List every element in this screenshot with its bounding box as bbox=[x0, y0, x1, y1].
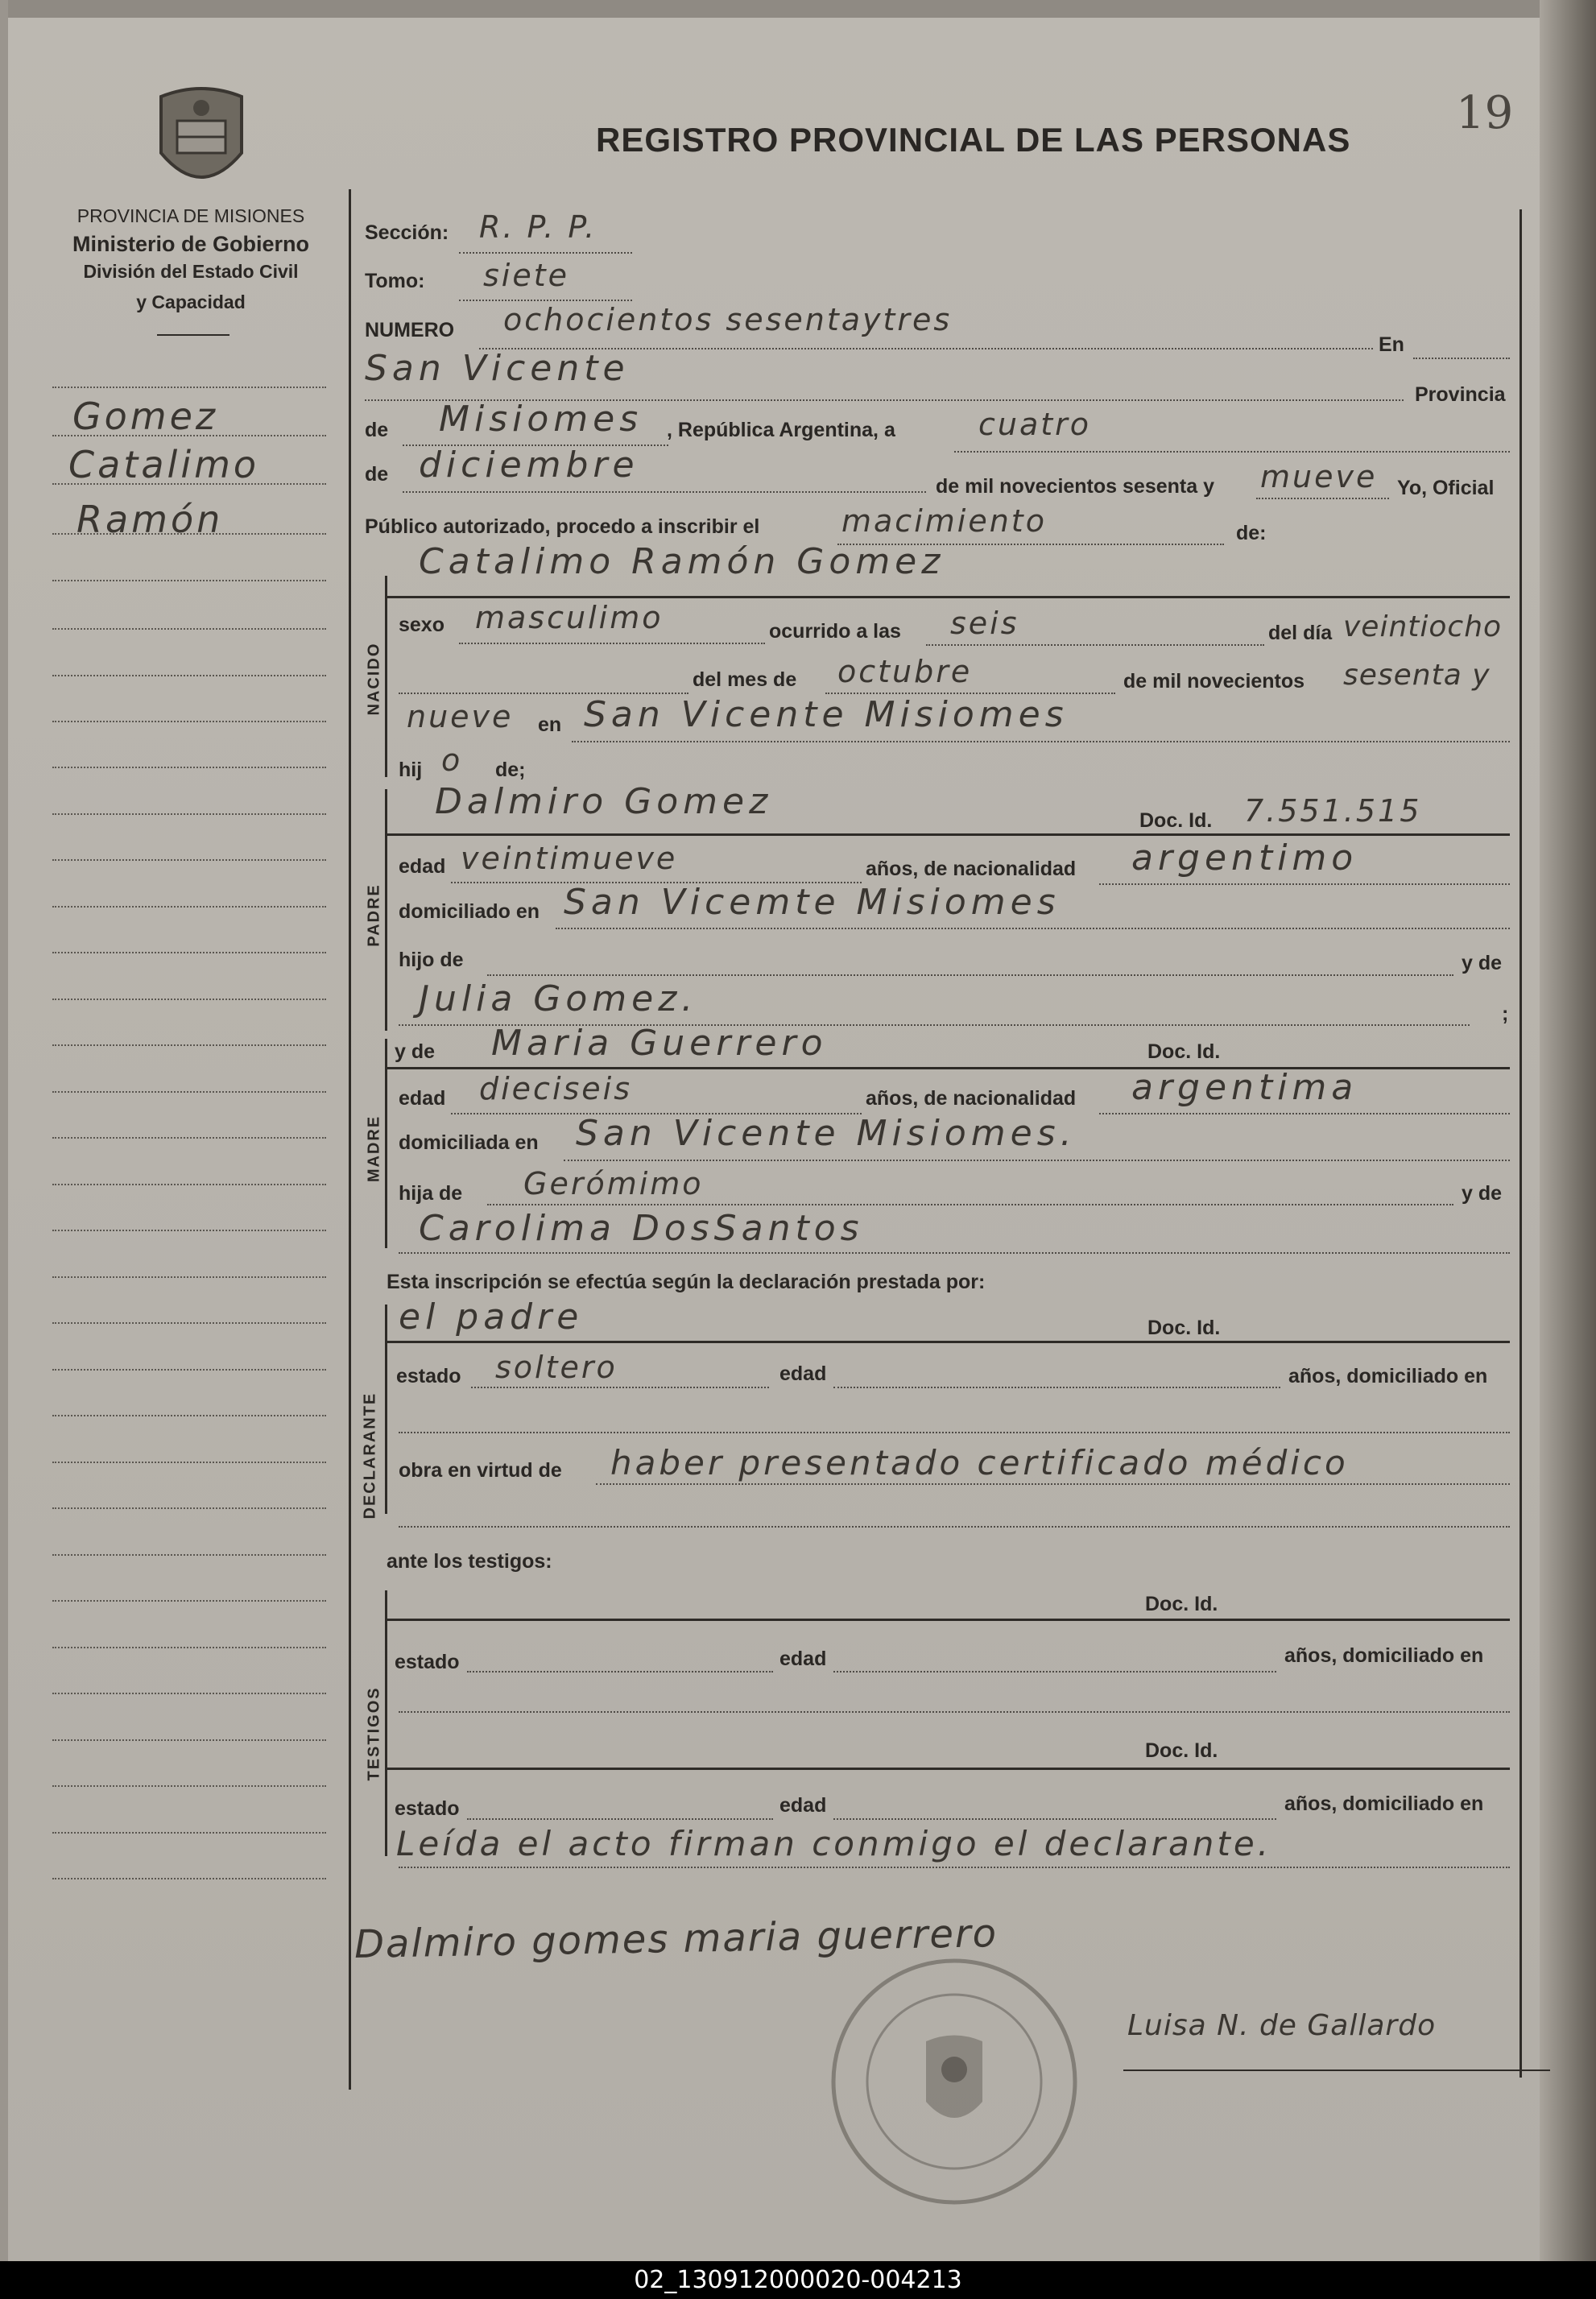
label-madre-nac: años, de nacionalidad bbox=[866, 1087, 1077, 1110]
line-anio bbox=[1256, 498, 1389, 499]
sidebar-surname: Gomez bbox=[72, 395, 219, 438]
line-lugar-nac bbox=[572, 741, 1510, 742]
sidebar-ruled-line bbox=[52, 1137, 326, 1139]
section-bar-testigos bbox=[385, 1590, 387, 1856]
sidebar-ruled-line bbox=[52, 1878, 326, 1879]
label-de-mil-nov: de mil novecientos bbox=[1123, 670, 1305, 693]
label-en: En bbox=[1379, 333, 1404, 356]
value-anio-nac2: nueve bbox=[407, 699, 514, 734]
value-declarante: el padre bbox=[399, 1296, 584, 1338]
label-yo-oficial: Yo, Oficial bbox=[1397, 477, 1495, 499]
line-obra-2 bbox=[399, 1526, 1510, 1528]
sidebar-ruled-line bbox=[52, 435, 326, 436]
sidebar-ruled-line bbox=[52, 999, 326, 1000]
margin-line bbox=[349, 189, 351, 2090]
label-madre-domicilio: domiciliada en bbox=[399, 1131, 539, 1154]
line-declarante bbox=[387, 1341, 1510, 1343]
label-de-mil: de mil novecientos sesenta y bbox=[936, 475, 1214, 498]
sidebar-ruled-line bbox=[52, 387, 326, 388]
line-seccion bbox=[459, 252, 632, 254]
page-right-edge bbox=[1540, 0, 1596, 2261]
label-provincia: Provincia bbox=[1415, 383, 1506, 406]
line-madre-madre bbox=[399, 1252, 1510, 1254]
label-testigo1-domic: años, domiciliado en bbox=[1284, 1644, 1484, 1667]
sidebar-ruled-line bbox=[52, 675, 326, 676]
sidebar-ruled-line bbox=[52, 533, 326, 535]
value-dia-nac: veintiocho bbox=[1343, 610, 1503, 643]
sidebar-ruled-line bbox=[52, 580, 326, 581]
section-bar-nacido bbox=[385, 576, 387, 777]
sidebar-ruled-line bbox=[52, 1091, 326, 1093]
right-border bbox=[1520, 209, 1522, 2078]
value-anio-nac1: sesenta y bbox=[1343, 659, 1491, 692]
label-de-prov: de bbox=[365, 419, 389, 441]
line-hora bbox=[926, 644, 1264, 646]
label-en-lugar: en bbox=[538, 713, 562, 736]
value-padre-madre: Julia Gomez. bbox=[419, 978, 698, 1019]
label-madre-edad: edad bbox=[399, 1087, 446, 1110]
page-top-edge bbox=[0, 0, 1596, 18]
org-underline bbox=[157, 334, 229, 336]
line-testigo2-estado bbox=[467, 1818, 773, 1820]
value-madre-nombre: Maria Guerrero bbox=[491, 1023, 828, 1064]
value-madre-madre: Carolima DosSantos bbox=[419, 1208, 864, 1249]
label-hijo-de: hijo de bbox=[399, 949, 464, 971]
value-tomo: siete bbox=[483, 258, 570, 293]
label-testigo2-domic: años, domiciliado en bbox=[1284, 1792, 1484, 1815]
line-tomo bbox=[459, 300, 632, 301]
sidebar-ruled-line bbox=[52, 1322, 326, 1324]
page-number: 19 bbox=[1456, 87, 1514, 139]
sidebar-ruled-line bbox=[52, 721, 326, 722]
signature-line bbox=[1123, 2070, 1550, 2071]
sidebar-ruled-line bbox=[52, 1415, 326, 1416]
section-bar-declarante bbox=[385, 1305, 387, 1514]
label-padre-domicilio: domiciliado en bbox=[399, 900, 540, 923]
label-del-dia: del día bbox=[1268, 622, 1333, 644]
org-province: PROVINCIA DE MISIONES bbox=[76, 205, 305, 226]
label-madre-doc: Doc. Id. bbox=[1147, 1040, 1221, 1063]
signature-oficial: Luisa N. de Gallardo bbox=[1127, 2009, 1437, 2042]
page-left-edge bbox=[0, 0, 8, 2261]
sidebar-ruled-line bbox=[52, 906, 326, 908]
label-esta-inscripcion: Esta inscripción se efectúa según la declaración prestada por: bbox=[387, 1271, 986, 1293]
label-declarante-estado: estado bbox=[396, 1365, 461, 1387]
sidebar-ruled-line bbox=[52, 1693, 326, 1694]
section-label-nacido: NACIDO bbox=[365, 642, 383, 716]
value-padre-nac: argentimo bbox=[1131, 837, 1358, 879]
sidebar-ruled-line bbox=[52, 1507, 326, 1509]
signature-declarante: Dalmiro gomes maria guerrero bbox=[354, 1911, 999, 1967]
label-testigo2-doc: Doc. Id. bbox=[1145, 1739, 1218, 1762]
coat-of-arms-icon bbox=[145, 81, 258, 201]
label-testigo1-estado: estado bbox=[395, 1651, 460, 1673]
label-sexo: sexo bbox=[399, 614, 444, 636]
sidebar-ruled-line bbox=[52, 1230, 326, 1231]
line-cierre bbox=[399, 1867, 1510, 1868]
line-testigo1-estado bbox=[467, 1671, 773, 1673]
line-hijo-de bbox=[487, 974, 1453, 976]
label-testigo2-edad: edad bbox=[779, 1794, 827, 1817]
value-padre-domicilio: San Vicemte Misiomes bbox=[564, 882, 1061, 923]
value-padre-doc: 7.551.515 bbox=[1244, 793, 1422, 829]
value-madre-edad: dieciseis bbox=[479, 1071, 633, 1106]
value-numero: ochocientos sesentaytres bbox=[503, 302, 953, 337]
label-numero: NUMERO bbox=[365, 319, 455, 341]
value-sexo: masculimo bbox=[475, 600, 664, 635]
sidebar-ruled-line bbox=[52, 1462, 326, 1463]
line-dia bbox=[954, 451, 1510, 453]
org-capacity: y Capacidad bbox=[136, 292, 246, 312]
section-label-madre: MADRE bbox=[365, 1114, 383, 1183]
label-declarante-domic: años, domiciliado en bbox=[1288, 1365, 1488, 1387]
label-del-mes: del mes de bbox=[693, 668, 797, 691]
sidebar-ruled-line bbox=[52, 767, 326, 768]
line-madre-nac bbox=[1099, 1113, 1510, 1114]
line-padre-nombre bbox=[387, 833, 1510, 836]
label-semicolon: ; bbox=[1502, 1003, 1509, 1025]
value-nombre: Catalimo Ramón Gomez bbox=[419, 541, 945, 582]
label-tomo: Tomo: bbox=[365, 270, 425, 292]
label-padre-y-de: y de bbox=[1462, 952, 1503, 974]
sidebar-ruled-line bbox=[52, 1276, 326, 1278]
value-dia: cuatro bbox=[978, 407, 1092, 442]
value-madre-nac: argentima bbox=[1131, 1067, 1358, 1108]
value-declarante-estado: soltero bbox=[495, 1350, 618, 1385]
value-lugar: San Vicente bbox=[365, 348, 630, 389]
line-madre-domicilio bbox=[564, 1160, 1510, 1161]
sidebar-given1: Catalimo bbox=[68, 443, 260, 486]
org-division: División del Estado Civil bbox=[83, 261, 299, 282]
sidebar-given2: Ramón bbox=[76, 498, 224, 541]
page-title: REGISTRO PROVINCIAL DE LAS PERSONAS bbox=[596, 121, 1351, 159]
line-obra bbox=[596, 1483, 1510, 1485]
label-republica: , República Argentina, a bbox=[667, 419, 895, 441]
value-provincia: Misiomes bbox=[439, 399, 643, 440]
label-padre-doc: Doc. Id. bbox=[1139, 809, 1213, 832]
label-y-de-madre: y de bbox=[395, 1040, 436, 1063]
label-de-semi: de; bbox=[495, 759, 526, 781]
sidebar-ruled-line bbox=[52, 1554, 326, 1556]
line-testigo2-edad bbox=[833, 1818, 1276, 1820]
sidebar-ruled-line bbox=[52, 1044, 326, 1046]
section-bar-madre bbox=[385, 1039, 387, 1248]
section-label-testigos: TESTIGOS bbox=[365, 1686, 383, 1781]
value-anio: mueve bbox=[1260, 459, 1378, 494]
line-padre-nac bbox=[1099, 883, 1510, 885]
line-en bbox=[1413, 358, 1510, 359]
value-acto: macimiento bbox=[841, 503, 1047, 539]
label-obra: obra en virtud de bbox=[399, 1459, 562, 1482]
line-declarante-estado bbox=[471, 1387, 769, 1388]
value-lugar-nac: San Vicente Misiomes bbox=[584, 694, 1069, 735]
label-de-mes: de bbox=[365, 463, 389, 486]
label-padre-nac: años, de nacionalidad bbox=[866, 858, 1077, 880]
label-padre-edad: edad bbox=[399, 855, 446, 878]
label-testigo1-edad: edad bbox=[779, 1648, 827, 1670]
sidebar-ruled-line bbox=[52, 1785, 326, 1787]
value-madre-padre: Gerómimo bbox=[523, 1166, 704, 1201]
line-nombre bbox=[387, 596, 1510, 598]
sidebar-ruled-line bbox=[52, 1369, 326, 1371]
sidebar-ruled-line bbox=[52, 952, 326, 953]
value-mes: diciembre bbox=[419, 445, 639, 486]
sidebar-ruled-line bbox=[52, 1184, 326, 1185]
sidebar-ruled-line bbox=[52, 859, 326, 861]
sidebar-ruled-line bbox=[52, 1739, 326, 1741]
label-testigo1-doc: Doc. Id. bbox=[1145, 1593, 1218, 1615]
line-declarante-domic bbox=[399, 1432, 1510, 1433]
section-label-padre: PADRE bbox=[365, 883, 383, 947]
value-hij-suffix: o bbox=[441, 742, 463, 778]
image-identifier: 02_130912000020-004213 bbox=[0, 2261, 1596, 2299]
line-padre-domicilio bbox=[556, 928, 1510, 929]
label-declarante-doc: Doc. Id. bbox=[1147, 1317, 1221, 1339]
line-testigo2 bbox=[387, 1768, 1510, 1770]
sidebar-ruled-line bbox=[52, 1647, 326, 1648]
value-hora: seis bbox=[950, 606, 1019, 641]
label-publico: Público autorizado, procedo a inscribir el bbox=[365, 515, 760, 538]
line-mes bbox=[403, 491, 926, 493]
value-cierre: Leída el acto firman conmigo el declarante. bbox=[396, 1824, 1272, 1863]
label-declarante-edad: edad bbox=[779, 1362, 827, 1385]
line-declarante-edad bbox=[833, 1387, 1280, 1388]
label-hij: hij bbox=[399, 759, 423, 781]
line-testigo1-edad bbox=[833, 1671, 1276, 1673]
section-label-declarante: DECLARANTE bbox=[361, 1391, 379, 1520]
official-stamp-icon bbox=[817, 1949, 1091, 2214]
sidebar-ruled-line bbox=[52, 813, 326, 815]
line-sexo bbox=[459, 643, 765, 644]
sidebar-ruled-line bbox=[52, 1832, 326, 1834]
line-testigo1 bbox=[387, 1619, 1510, 1621]
org-ministry: Ministerio de Gobierno bbox=[72, 232, 310, 256]
label-de-colon: de: bbox=[1236, 522, 1267, 544]
value-padre-nombre: Dalmiro Gomez bbox=[435, 781, 773, 822]
value-padre-edad: veintimueve bbox=[461, 841, 678, 876]
value-mes-nac: octubre bbox=[837, 654, 973, 689]
label-seccion: Sección: bbox=[365, 221, 449, 244]
label-testigo2-estado: estado bbox=[395, 1797, 460, 1820]
value-obra: haber presentado certificado médico bbox=[610, 1443, 1349, 1482]
label-ocurrido: ocurrido a las bbox=[769, 620, 901, 643]
sidebar-ruled-line bbox=[52, 628, 326, 630]
label-hija-de: hija de bbox=[399, 1182, 463, 1205]
label-ante-testigos: ante los testigos: bbox=[387, 1550, 552, 1573]
value-seccion: R. P. P. bbox=[479, 209, 597, 245]
section-bar-padre bbox=[385, 789, 387, 1031]
sidebar-ruled-line bbox=[52, 483, 326, 485]
line-testigo1-domic bbox=[399, 1711, 1510, 1713]
label-madre-y-de: y de bbox=[1462, 1182, 1503, 1205]
line-hija-de bbox=[487, 1204, 1453, 1205]
sidebar-ruled-line bbox=[52, 1600, 326, 1602]
value-madre-domicilio: San Vicente Misiomes. bbox=[576, 1113, 1077, 1154]
